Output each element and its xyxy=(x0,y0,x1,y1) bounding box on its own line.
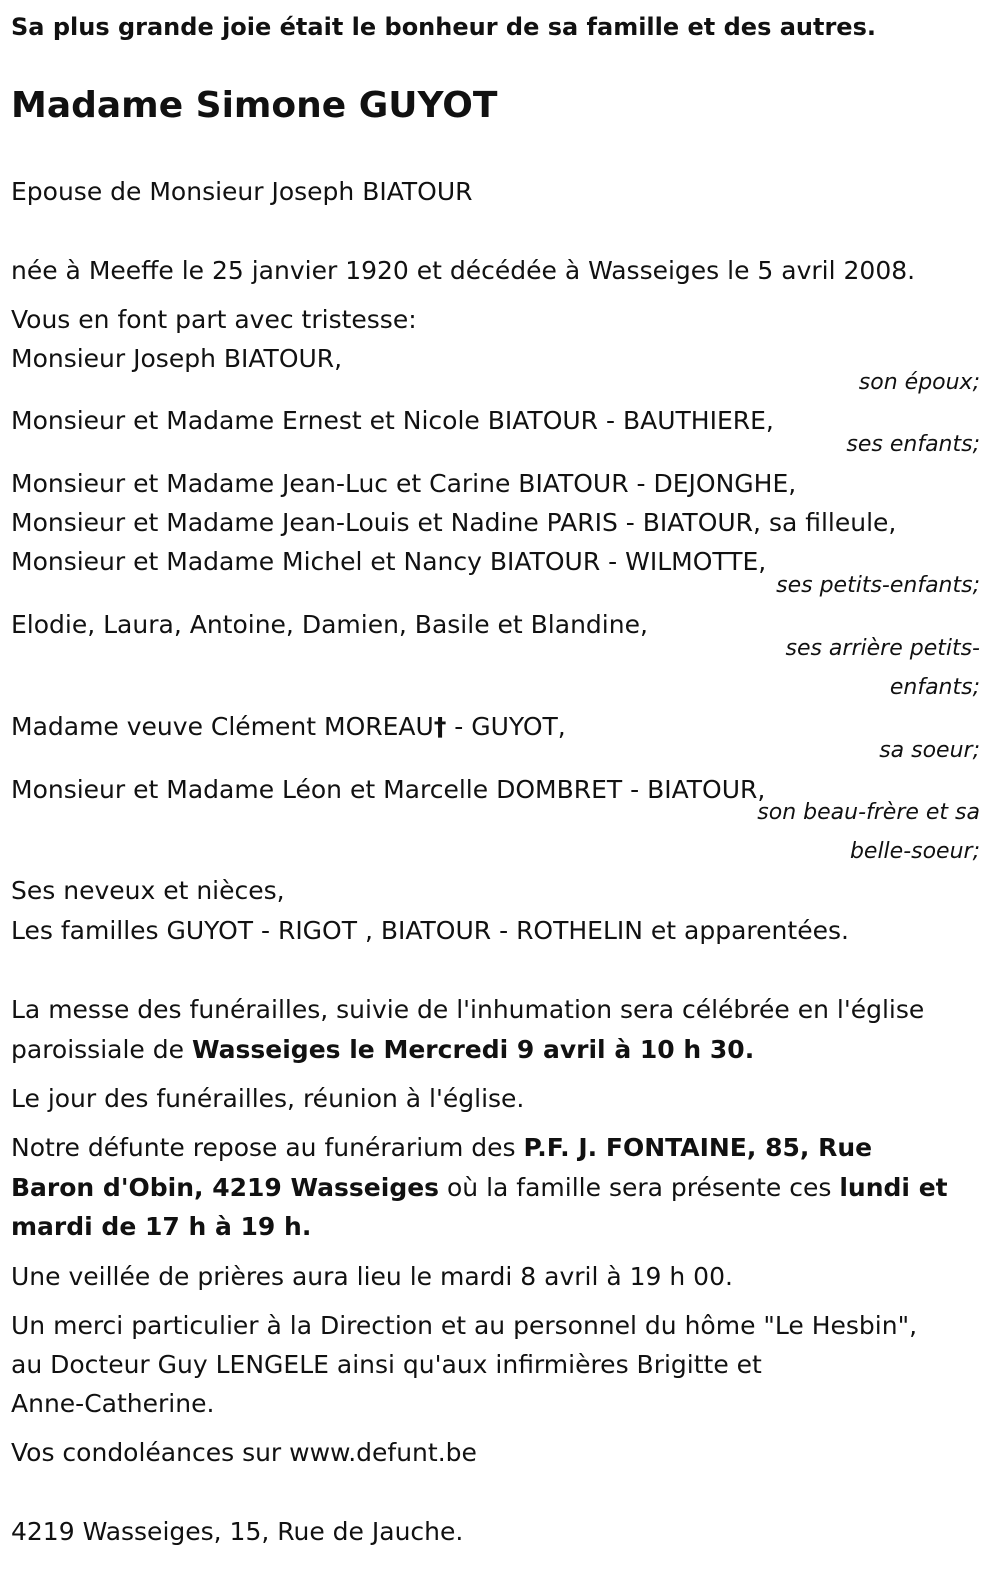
family-grandchild: Monsieur et Madame Jean-Louis et Nadine PARIS - BIATOUR, sa filleule, xyxy=(11,508,897,537)
rest-mid: où la famille sera présente ces xyxy=(439,1173,840,1202)
spouse-line: Epouse de Monsieur Joseph BIATOUR xyxy=(11,177,473,206)
thanks: Un merci particulier à la Direction et au personnel du hôme "Le Hesbin", xyxy=(11,1311,918,1340)
family-great-grandchildren: Elodie, Laura, Antoine, Damien, Basile et Blandine, xyxy=(11,610,648,639)
cross-icon: † xyxy=(433,712,447,741)
role-spouse: son époux; xyxy=(858,370,980,395)
role-great-grandchildren: ses arrière petits- xyxy=(785,636,980,661)
funeral-home: P.F. J. FONTAINE, 85, Rue xyxy=(523,1133,873,1162)
family-nephews: Ses neveux et nièces, xyxy=(11,876,285,905)
role-great-grandchildren-cont: enfants; xyxy=(889,675,980,700)
announce-intro: Vous en font part avec tristesse: xyxy=(11,305,417,334)
funeral-rest-hours xyxy=(11,1212,311,1242)
sister-name: Madame veuve Clément MOREAU xyxy=(11,712,434,741)
thanks-end: Anne-Catherine. xyxy=(11,1389,215,1418)
family-related: Les familles GUYOT - RIGOT , BIATOUR - ROTHELIN et apparentées. xyxy=(11,916,849,945)
mass-date: Wasseiges le Mercredi 9 avril à 10 h 30. xyxy=(191,1035,755,1064)
address: 4219 Wasseiges, 15, Rue de Jauche. xyxy=(11,1517,464,1546)
role-in-laws: son beau-frère et sa xyxy=(757,800,980,825)
family-grandchild: Monsieur et Madame Jean-Luc et Carine BIATOUR - DEJONGHE, xyxy=(11,469,797,498)
family-grandchild: Monsieur et Madame Michel et Nancy BIATOUR - WILMOTTE, xyxy=(11,547,767,576)
funeral-meeting: Le jour des funérailles, réunion à l'église. xyxy=(11,1084,525,1113)
epigraph: Sa plus grande joie était le bonheur de sa famille et des autres. xyxy=(11,13,876,41)
family-child: Monsieur et Madame Ernest et Nicole BIATOUR - BAUTHIERE, xyxy=(11,406,774,435)
deceased-name: Madame Simone GUYOT xyxy=(11,85,498,126)
visiting-hours: mardi de 17 h à 19 h. xyxy=(11,1212,312,1241)
birth-death-line: née à Meeffe le 25 janvier 1920 et décédée à Wasseiges le 5 avril 2008. xyxy=(11,256,916,285)
mass-location-pre: paroissiale de xyxy=(11,1035,192,1064)
family-in-laws: Monsieur et Madame Léon et Marcelle DOMBRET - BIATOUR, xyxy=(11,775,766,804)
family-spouse: Monsieur Joseph BIATOUR, xyxy=(11,344,343,373)
role-grandchildren: ses petits-enfants; xyxy=(776,573,980,598)
rest-pre: Notre défunte repose au funérarium des xyxy=(11,1133,524,1162)
funeral-rest-cont xyxy=(11,1173,948,1203)
role-children: ses enfants; xyxy=(846,432,980,457)
vigil: Une veillée de prières aura lieu le mardi 8 avril à 19 h 00. xyxy=(11,1262,733,1291)
thanks-cont: au Docteur Guy LENGELE ainsi qu'aux infirmières Brigitte et xyxy=(11,1350,762,1379)
condolences: Vos condoléances sur www.defunt.be xyxy=(11,1438,477,1467)
visiting-days: lundi et xyxy=(839,1173,948,1202)
funeral-home-address: Baron d'Obin, 4219 Wasseiges xyxy=(11,1173,440,1202)
role-in-laws-cont: belle-soeur; xyxy=(849,839,980,864)
family-sister xyxy=(11,712,566,742)
role-sister: sa soeur; xyxy=(879,738,980,763)
funeral-mass-cont xyxy=(11,1035,754,1065)
funeral-rest xyxy=(11,1133,872,1163)
funeral-mass: La messe des funérailles, suivie de l'inhumation sera célébrée en l'église xyxy=(11,995,925,1024)
sister-name-rest: - GUYOT, xyxy=(446,712,566,741)
